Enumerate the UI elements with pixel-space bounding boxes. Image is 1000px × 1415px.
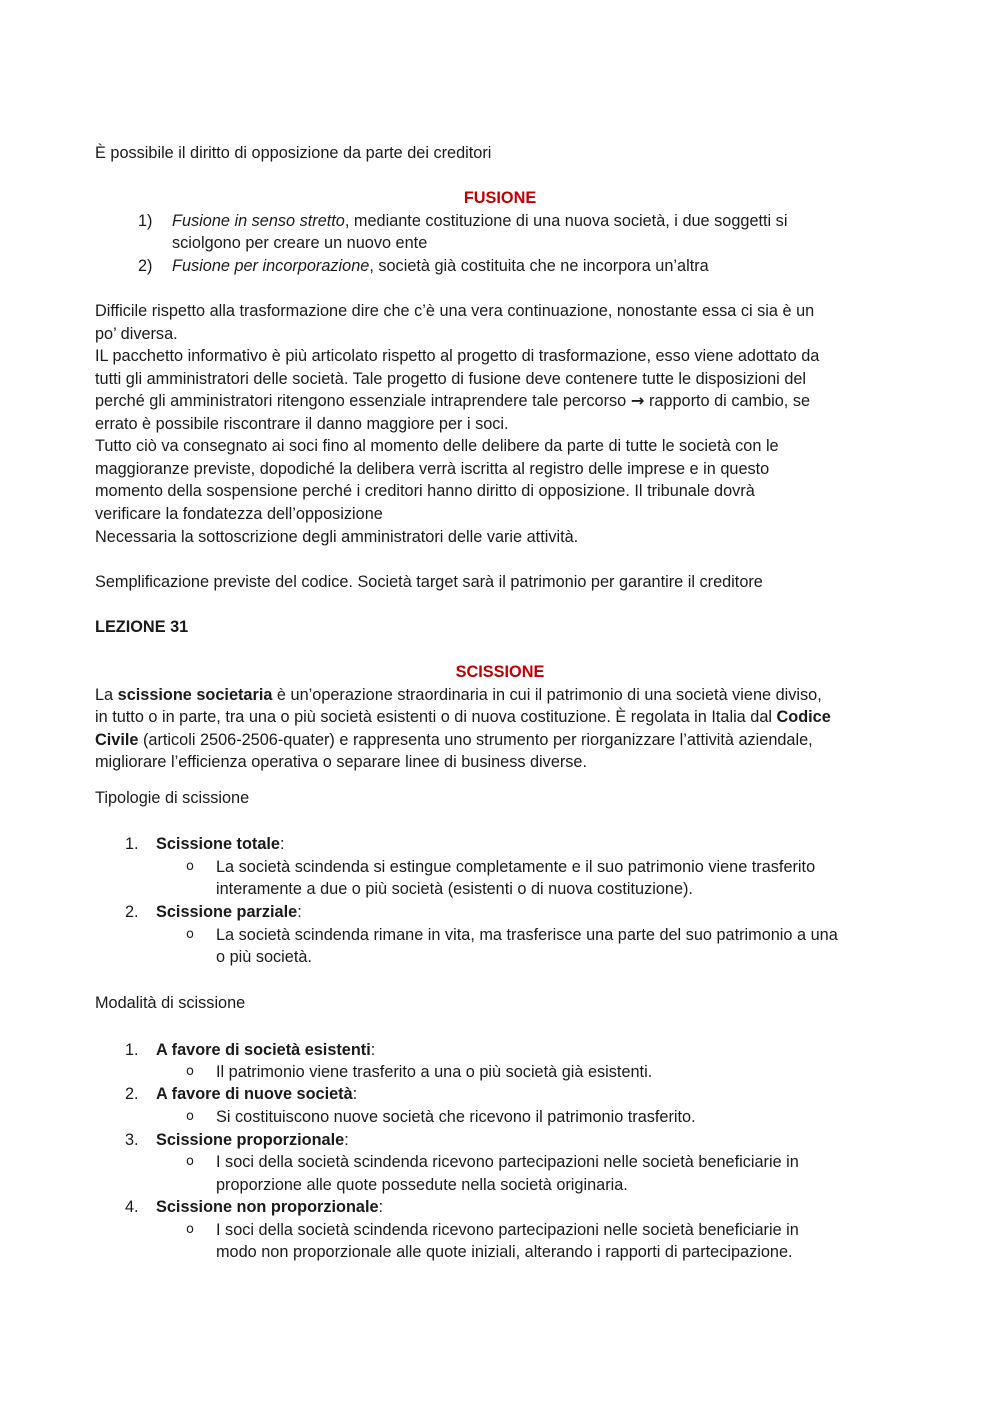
list-item-title: A favore di nuove società bbox=[156, 1085, 353, 1103]
colon: : bbox=[370, 1041, 376, 1059]
sub-item: La società scindenda si estingue completamente e il suo patrimonio viene trasferito bbox=[216, 858, 816, 876]
text-line: maggioranze previste, dopodiché la delibera verrà iscritta al registro delle imprese e in questo bbox=[95, 460, 770, 478]
list-item bbox=[156, 1039, 375, 1061]
list-item-title: Scissione parziale bbox=[156, 903, 298, 921]
list-item bbox=[156, 833, 285, 855]
list-item-term: Fusione in senso stretto bbox=[172, 212, 345, 230]
text-segment: è un’operazione straordinaria in cui il patrimonio di una società viene diviso, bbox=[272, 686, 822, 704]
intro-text: È possibile il diritto di opposizione da parte dei creditori bbox=[95, 144, 492, 162]
text-line bbox=[95, 390, 810, 412]
list-item bbox=[156, 1083, 357, 1105]
list-item-title: Scissione totale bbox=[156, 835, 280, 853]
list-item bbox=[172, 255, 709, 277]
fusione-heading: FUSIONE bbox=[463, 189, 537, 207]
text-line: errato è possibile riscontrare il danno maggiore per i soci. bbox=[95, 415, 509, 433]
text-line: migliorare l’efficienza operativa o separare linee di business diverse. bbox=[95, 753, 588, 771]
list-item-term: Fusione per incorporazione bbox=[172, 257, 370, 275]
list-number: 3. bbox=[125, 1131, 139, 1149]
sub-item: Si costituiscono nuove società che ricevono il patrimonio trasferito. bbox=[216, 1108, 696, 1126]
arrow-right-icon: → bbox=[630, 391, 645, 410]
colon: : bbox=[352, 1085, 358, 1103]
tipologie-title: Tipologie di scissione bbox=[95, 789, 250, 807]
bullet-icon: o bbox=[186, 1064, 194, 1079]
sub-item: Il patrimonio viene trasferito a una o più società già esistenti. bbox=[216, 1063, 653, 1081]
list-item-text: , mediante costituzione di una nuova società, i due soggetti si bbox=[344, 212, 788, 230]
list-item bbox=[172, 210, 787, 232]
list-item-title: Scissione non proporzionale bbox=[156, 1198, 379, 1216]
list-number: 1. bbox=[125, 1041, 139, 1059]
list-item bbox=[156, 901, 302, 923]
colon: : bbox=[344, 1131, 349, 1149]
bullet-icon: o bbox=[186, 859, 194, 874]
text-line: Necessaria la sottoscrizione degli amministratori delle varie attività. bbox=[95, 528, 579, 546]
sub-item-continuation: proporzione alle quote possedute nella società originaria. bbox=[216, 1176, 628, 1194]
list-item-continuation: sciolgono per creare un nuovo ente bbox=[172, 234, 428, 252]
list-item bbox=[156, 1196, 383, 1218]
text-line: Tutto ciò va consegnato ai soci fino al momento delle delibere da parte di tutte le società con le bbox=[95, 437, 779, 455]
text-line bbox=[95, 706, 831, 728]
bold-term: Civile bbox=[95, 731, 139, 749]
list-item-text: , società già costituita che ne incorpora un’altra bbox=[369, 257, 709, 275]
sub-item: La società scindenda rimane in vita, ma trasferisce una parte del suo patrimonio a una bbox=[216, 926, 838, 944]
bullet-icon: o bbox=[186, 1109, 194, 1124]
bullet-icon: o bbox=[186, 927, 194, 942]
text-line bbox=[95, 729, 813, 751]
list-number: 2. bbox=[125, 1085, 139, 1103]
list-number: 1) bbox=[138, 212, 153, 230]
text-segment: in tutto o in parte, tra una o più società esistenti o di nuova costituzione. È regolata in Italia dal bbox=[95, 708, 777, 726]
list-item-title: Scissione proporzionale bbox=[156, 1131, 345, 1149]
lesson-title: LEZIONE 31 bbox=[95, 618, 189, 636]
text-line: tutti gli amministratori delle società. Tale progetto di fusione deve contenere tutte le disposizioni del bbox=[95, 370, 807, 388]
bullet-icon: o bbox=[186, 1222, 194, 1237]
modalita-title: Modalità di scissione bbox=[95, 994, 246, 1012]
list-number: 2) bbox=[138, 257, 153, 275]
sub-item-continuation: o più società. bbox=[216, 948, 312, 966]
text-line: momento della sospensione perché i creditori hanno diritto di opposizione. Il tribunale dovrà bbox=[95, 482, 755, 500]
fusione-paragraph-4: Semplificazione previste del codice. Società target sarà il patrimonio per garantire il creditore bbox=[95, 573, 763, 591]
text-segment: perché gli amministratori ritengono essenziale intraprendere tale percorso bbox=[95, 392, 627, 410]
text-segment: rapporto di cambio, se bbox=[648, 392, 811, 410]
sub-item-continuation: modo non proporzionale alle quote iniziali, alterando i rapporti di partecipazione. bbox=[216, 1243, 793, 1261]
scissione-heading: SCISSIONE bbox=[455, 663, 545, 681]
text-line: verificare la fondatezza dell’opposizione bbox=[95, 505, 383, 523]
list-item-title: A favore di società esistenti bbox=[156, 1041, 371, 1059]
text-segment: (articoli 2506-2506-quater) e rappresenta uno strumento per riorganizzare l’attività aziendale, bbox=[138, 731, 813, 749]
list-item bbox=[156, 1129, 349, 1151]
bullet-icon: o bbox=[186, 1154, 194, 1169]
colon: : bbox=[378, 1198, 384, 1216]
text-line: Difficile rispetto alla trasformazione dire che c’è una vera continuazione, nonostante essa ci sia è un bbox=[95, 302, 815, 320]
list-number: 4. bbox=[125, 1198, 139, 1216]
list-number: 2. bbox=[125, 903, 139, 921]
text-line bbox=[95, 684, 822, 706]
sub-item: I soci della società scindenda ricevono partecipazioni nelle società beneficiarie in bbox=[216, 1221, 799, 1239]
text-segment: La bbox=[95, 686, 118, 704]
list-number: 1. bbox=[125, 835, 139, 853]
sub-item: I soci della società scindenda ricevono partecipazioni nelle società beneficiarie in bbox=[216, 1153, 799, 1171]
colon: : bbox=[279, 835, 285, 853]
bold-term: Codice bbox=[776, 708, 831, 726]
text-line: po’ diversa. bbox=[95, 325, 178, 343]
bold-term: scissione societaria bbox=[117, 686, 273, 704]
sub-item-continuation: interamente a due o più società (esistenti o di nuova costituzione). bbox=[216, 880, 693, 898]
text-line: IL pacchetto informativo è più articolato rispetto al progetto di trasformazione, esso viene adottato da bbox=[95, 347, 820, 365]
colon: : bbox=[297, 903, 302, 921]
